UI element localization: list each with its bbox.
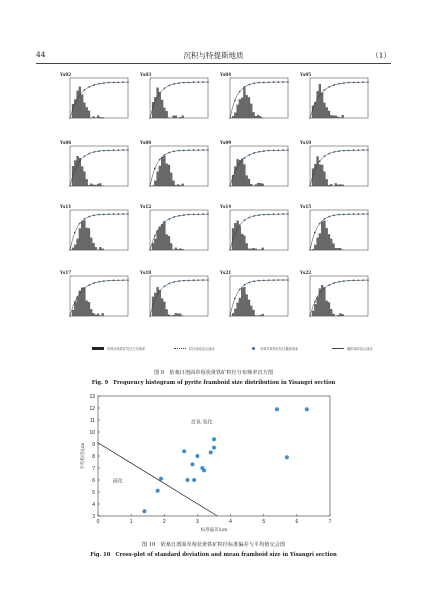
histogram-bar <box>259 315 261 316</box>
histogram-bar <box>83 172 85 186</box>
histogram-bar <box>253 112 255 118</box>
histogram-panel <box>140 204 220 260</box>
histogram-plot <box>220 76 294 128</box>
histogram-bar <box>255 116 257 118</box>
histogram-bar <box>77 296 79 316</box>
figure-9-caption-en: Fig. 9 Frequency histogram of pyrite framboid size distribution in Yisangri section <box>91 380 336 386</box>
histogram-bar <box>168 165 170 186</box>
region-label-euxinic: 硫化 <box>112 478 123 485</box>
histogram-bar <box>328 185 330 186</box>
histogram-bar <box>93 185 95 186</box>
histogram-bar <box>163 221 165 250</box>
histogram-bar <box>168 236 170 250</box>
histogram-bar <box>330 115 332 118</box>
histogram-bar <box>319 234 321 250</box>
histogram-bar <box>86 179 88 186</box>
histogram-bar <box>239 298 241 316</box>
histogram-bar <box>159 166 161 186</box>
histogram-bar <box>175 313 177 316</box>
histogram-bar <box>157 172 159 186</box>
histogram-bar <box>173 181 175 186</box>
panel-label: Ys06 <box>60 140 72 145</box>
histogram-plot <box>140 274 214 326</box>
histogram-bar <box>232 313 234 316</box>
x-tick-label: 7 <box>328 519 332 525</box>
histogram-bar <box>175 185 177 186</box>
histogram-panel <box>300 204 380 260</box>
histogram-bar <box>175 116 177 118</box>
panel-label: Ys10 <box>300 140 312 145</box>
histogram-bar <box>97 314 99 316</box>
histogram-bar <box>161 299 163 316</box>
data-point <box>209 450 213 454</box>
histogram-bar <box>262 248 264 250</box>
histogram-bar <box>255 249 257 250</box>
page-number: 44 <box>36 50 46 59</box>
y-tick-label: 3 <box>92 513 95 520</box>
histogram-bar <box>237 105 239 118</box>
histogram-bar <box>243 164 245 186</box>
histogram-bar <box>90 309 92 316</box>
histogram-bar <box>88 228 90 250</box>
histogram-bar <box>234 113 236 118</box>
histogram-bar <box>182 249 184 250</box>
histogram-bar <box>237 159 239 186</box>
histogram-bar <box>248 97 250 118</box>
dotted-line-icon <box>174 348 186 349</box>
histogram-bar <box>262 314 264 316</box>
histogram-bar <box>154 239 156 250</box>
solid-line-icon <box>332 348 344 349</box>
histogram-bar <box>317 156 319 186</box>
histogram-bar <box>323 172 325 186</box>
histogram-bar <box>159 92 161 118</box>
histogram-bar <box>77 156 79 186</box>
figure-10-caption-en: Fig. 10 Cross-plot of standard deviation and mean framboid size in Yisangri section <box>90 552 337 558</box>
histogram-bar <box>166 164 168 186</box>
y-tick-label: 4 <box>92 501 95 508</box>
histogram-bar <box>99 315 101 316</box>
histogram-bar <box>81 166 83 186</box>
histogram-bar <box>323 288 325 316</box>
histogram-bar <box>333 116 335 118</box>
histogram-bar <box>321 165 323 186</box>
x-tick-label: 6 <box>295 519 299 525</box>
histogram-bar <box>243 236 245 250</box>
panel-label: Ys12 <box>140 204 152 209</box>
histogram-bar <box>177 184 179 186</box>
y-tick-label: 13 <box>89 393 95 400</box>
histogram-bar <box>237 303 239 316</box>
histogram-bar <box>257 115 259 118</box>
issue-number: （1） <box>371 51 391 60</box>
figure-9-legend <box>92 346 392 360</box>
histogram-bar <box>321 93 323 118</box>
histogram-bar <box>173 315 175 316</box>
histogram-bar <box>335 116 337 118</box>
histogram-bar <box>250 184 252 186</box>
histogram-bar <box>246 95 248 118</box>
histogram-bar <box>312 249 314 250</box>
histogram-bar <box>163 108 165 118</box>
histogram-bar <box>81 95 83 118</box>
histogram-bar <box>79 228 81 250</box>
y-tick-label: 6 <box>92 477 95 484</box>
histogram-bar <box>234 223 236 250</box>
data-point <box>192 478 196 482</box>
histogram-bar <box>326 301 328 316</box>
y-tick-label: 7 <box>92 465 95 472</box>
histogram-bar <box>246 243 248 250</box>
histogram-bar <box>175 248 177 250</box>
data-point <box>202 468 206 472</box>
histogram-bar <box>246 294 248 316</box>
histogram-bar <box>246 176 248 186</box>
y-tick-label: 9 <box>92 441 95 448</box>
histogram-bar <box>74 245 76 250</box>
histogram-bar <box>333 244 335 250</box>
histogram-bar <box>83 288 85 316</box>
y-tick-label: 11 <box>89 417 95 424</box>
data-point <box>212 437 216 441</box>
histogram-bar <box>323 221 325 250</box>
data-point <box>156 489 160 493</box>
histogram-bar <box>257 183 259 186</box>
histogram-bar <box>166 111 168 118</box>
histogram-bar <box>182 184 184 186</box>
histogram-bar <box>326 107 328 118</box>
histogram-plot <box>60 76 134 128</box>
histogram-panel <box>140 270 220 326</box>
histogram-bar <box>337 315 339 316</box>
histogram-bar <box>86 107 88 118</box>
histogram-bar <box>154 97 156 118</box>
histogram-bar <box>90 238 92 250</box>
region-label-oxic: 贫氧-氧化 <box>190 419 213 426</box>
histogram-bar <box>88 111 90 118</box>
histogram-bar <box>157 230 159 250</box>
histogram-panel <box>220 140 300 196</box>
histogram-bar <box>326 228 328 250</box>
histogram-bar <box>319 84 321 118</box>
histogram-bar <box>179 185 181 186</box>
histogram-bar <box>239 99 241 118</box>
bar-swatch-icon <box>92 347 104 350</box>
legend-item-cumulative: 草莓状黄铁矿粒径累积频率 <box>252 346 298 351</box>
histogram-bar <box>243 287 245 316</box>
histogram-bar <box>157 287 159 316</box>
histogram-bar <box>159 227 161 250</box>
histogram-bar <box>170 173 172 186</box>
x-tick-label: 2 <box>162 519 166 525</box>
histogram-bar <box>83 103 85 118</box>
panel-label: Ys09 <box>220 140 232 145</box>
histogram-bar <box>319 165 321 186</box>
histogram-bar <box>250 104 252 118</box>
histogram-bar <box>250 249 252 250</box>
plot-frame <box>98 396 330 516</box>
histogram-bar <box>97 184 99 186</box>
histogram-bar <box>95 185 97 186</box>
histogram-bar <box>99 117 101 118</box>
y-tick-label: 8 <box>92 453 95 460</box>
histogram-bar <box>333 314 335 316</box>
histogram-bar <box>159 290 161 316</box>
histogram-bar <box>323 103 325 118</box>
histogram-bar <box>253 310 255 316</box>
histogram-bar <box>177 314 179 316</box>
histogram-plot <box>300 208 374 260</box>
histogram-bar <box>339 313 341 316</box>
panel-label: Ys22 <box>300 270 312 275</box>
histogram-bar <box>232 116 234 118</box>
histogram-bar <box>237 221 239 250</box>
histogram-bar <box>337 185 339 186</box>
panel-label: Ys11 <box>60 204 72 209</box>
panel-label: Ys04 <box>220 72 232 77</box>
x-tick-label: 3 <box>196 519 199 525</box>
histogram-bar <box>330 239 332 250</box>
histogram-bar <box>250 306 252 316</box>
histogram-panel <box>60 204 140 260</box>
histogram-plot <box>140 208 214 260</box>
histogram-bar <box>342 185 344 186</box>
panel-label: Ys08 <box>140 140 152 145</box>
histogram-bar <box>72 310 74 316</box>
data-point <box>212 446 216 450</box>
histogram-panel <box>60 140 140 196</box>
journal-title: 沉积与特提斯地质 <box>183 51 244 60</box>
histogram-bar <box>74 160 76 186</box>
histogram-plot <box>140 76 214 128</box>
histogram-bar <box>314 304 316 316</box>
histogram-bar <box>179 249 181 250</box>
histogram-bar <box>342 314 344 316</box>
histogram-panel <box>220 270 300 326</box>
histogram-bar <box>326 179 328 186</box>
histogram-plot <box>60 274 134 326</box>
histogram-bar <box>81 288 83 316</box>
data-point <box>190 462 194 466</box>
histogram-bar <box>72 248 74 250</box>
histogram-bar <box>177 249 179 250</box>
histogram-bar <box>74 99 76 118</box>
panel-label: Ys02 <box>60 72 72 77</box>
histogram-bar <box>77 239 79 250</box>
histogram-bar <box>335 183 337 186</box>
histogram-bar <box>262 184 264 186</box>
histogram-bar <box>161 100 163 118</box>
histogram-bar <box>179 314 181 316</box>
histogram-bar <box>259 116 261 118</box>
histogram-bar <box>317 297 319 316</box>
histogram-bar <box>328 302 330 316</box>
histogram-bar <box>342 115 344 118</box>
histogram-bar <box>248 179 250 186</box>
histogram-bar <box>102 249 104 250</box>
histogram-bar <box>312 311 314 316</box>
y-axis-label: 平均粒径/μm <box>81 442 86 470</box>
histogram-bar <box>90 184 92 186</box>
histogram-bar <box>102 313 104 316</box>
histogram-panel <box>60 72 140 128</box>
histogram-bar <box>79 291 81 316</box>
histogram-bar <box>239 226 241 250</box>
histogram-bar <box>154 293 156 316</box>
histogram-bar <box>163 156 165 186</box>
data-point <box>142 509 146 513</box>
legend-item-frequency: 草莓状黄铁矿粒径分布频率 <box>92 346 145 351</box>
header-rule <box>36 63 391 64</box>
x-tick-label: 5 <box>262 519 266 525</box>
panel-label: Ys17 <box>60 270 72 275</box>
histogram-bar <box>88 185 90 186</box>
histogram-bar <box>93 313 95 316</box>
figure-10-scatter-chart <box>0 388 427 543</box>
histogram-bar <box>337 248 339 250</box>
histogram-bar <box>99 247 101 250</box>
histogram-bar <box>253 248 255 250</box>
histogram-bar <box>161 157 163 186</box>
histogram-plot <box>300 274 374 326</box>
y-tick-label: 12 <box>89 405 95 412</box>
histogram-bar <box>241 98 243 118</box>
histogram-bar <box>328 111 330 118</box>
histogram-panel <box>300 270 380 326</box>
histogram-bar <box>95 315 97 316</box>
legend-item-frequency-fit: 粒径频率拟合曲线 <box>174 346 215 351</box>
histogram-bar <box>95 247 97 250</box>
dot-icon <box>252 347 255 350</box>
histogram-bar <box>152 243 154 250</box>
histogram-panel <box>300 140 380 196</box>
page-header <box>36 50 391 62</box>
histogram-panel <box>220 204 300 260</box>
data-point <box>159 477 163 481</box>
histogram-bar <box>157 88 159 118</box>
histogram-bar <box>248 300 250 316</box>
histogram-bar <box>335 248 337 250</box>
x-tick-label: 1 <box>129 519 133 525</box>
histogram-bar <box>243 88 245 118</box>
x-tick-label: 4 <box>229 519 232 525</box>
x-axis-label: 标准偏差/μm <box>200 528 228 533</box>
histogram-bar <box>241 159 243 186</box>
histogram-bar <box>317 238 319 250</box>
histogram-panel <box>60 270 140 326</box>
y-tick-label: 5 <box>92 489 95 496</box>
histogram-bar <box>339 248 341 250</box>
data-point <box>185 478 189 482</box>
histogram-bar <box>168 315 170 316</box>
histogram-bar <box>88 302 90 316</box>
legend-item-cumulative-fit: 累积频率拟合曲线 <box>332 346 373 351</box>
histogram-bar <box>173 116 175 118</box>
panel-label: Ys14 <box>220 204 232 209</box>
histogram-plot <box>300 76 374 128</box>
histogram-bar <box>102 117 104 118</box>
histogram-bar <box>248 249 250 250</box>
histogram-bar <box>321 222 323 250</box>
histogram-bar <box>339 185 341 186</box>
histogram-panel <box>140 72 220 128</box>
histogram-bar <box>152 297 154 316</box>
histogram-bar <box>72 166 74 186</box>
data-point <box>195 454 199 458</box>
data-point <box>182 449 186 453</box>
histogram-bar <box>179 117 181 118</box>
histogram-bar <box>312 106 314 118</box>
panel-label: Ys21 <box>220 270 232 275</box>
x-tick-label: 0 <box>96 519 100 525</box>
histogram-bar <box>163 302 165 316</box>
histogram-panel <box>300 72 380 128</box>
histogram-bar <box>166 234 168 250</box>
histogram-bar <box>93 243 95 250</box>
histogram-panel <box>140 140 220 196</box>
histogram-bar <box>170 243 172 250</box>
histogram-bar <box>79 87 81 118</box>
histogram-bar <box>182 116 184 118</box>
histogram-bar <box>317 91 319 118</box>
histogram-bar <box>86 228 88 250</box>
histogram-plot <box>140 144 214 196</box>
histogram-bar <box>97 116 99 118</box>
histogram-panel <box>220 72 300 128</box>
histogram-bar <box>314 245 316 250</box>
histogram-bar <box>328 234 330 250</box>
panel-label: Ys03 <box>140 72 152 77</box>
histogram-bar <box>154 181 156 186</box>
histogram-bar <box>241 234 243 250</box>
histogram-bar <box>330 309 332 316</box>
histogram-plot <box>220 274 294 326</box>
histogram-bar <box>99 183 101 186</box>
data-point <box>275 407 279 411</box>
histogram-plot <box>60 208 134 260</box>
histogram-bar <box>241 288 243 316</box>
histogram-bar <box>83 220 85 250</box>
histogram-bar <box>81 221 83 250</box>
histogram-bar <box>86 301 88 316</box>
histogram-plot <box>220 144 294 196</box>
histogram-bar <box>166 309 168 316</box>
histogram-plot <box>60 144 134 196</box>
histogram-bar <box>255 185 257 186</box>
panel-label: Ys15 <box>300 204 312 209</box>
histogram-bar <box>77 91 79 118</box>
histogram-plot <box>220 208 294 260</box>
histogram-bar <box>330 184 332 186</box>
panel-label: Ys18 <box>140 270 152 275</box>
histogram-plot <box>300 144 374 196</box>
histogram-bar <box>255 315 257 316</box>
histogram-bar <box>259 183 261 186</box>
histogram-bar <box>93 116 95 118</box>
figure-10-caption-cn: 图 10 依桑日剖面草莓状黄铁矿粒径标准偏差与平均值交会图 <box>141 542 286 548</box>
y-tick-label: 10 <box>89 429 95 436</box>
histogram-bar <box>337 117 339 118</box>
histogram-bar <box>234 309 236 316</box>
histogram-bar <box>161 224 163 250</box>
data-point <box>305 407 309 411</box>
histogram-bar <box>74 302 76 316</box>
figure-9-caption-cn: 图 9 依桑日剖面草莓状黄铁矿粒径分布频率直方图 <box>153 370 274 376</box>
data-point <box>285 455 289 459</box>
panel-label: Ys05 <box>300 72 312 77</box>
